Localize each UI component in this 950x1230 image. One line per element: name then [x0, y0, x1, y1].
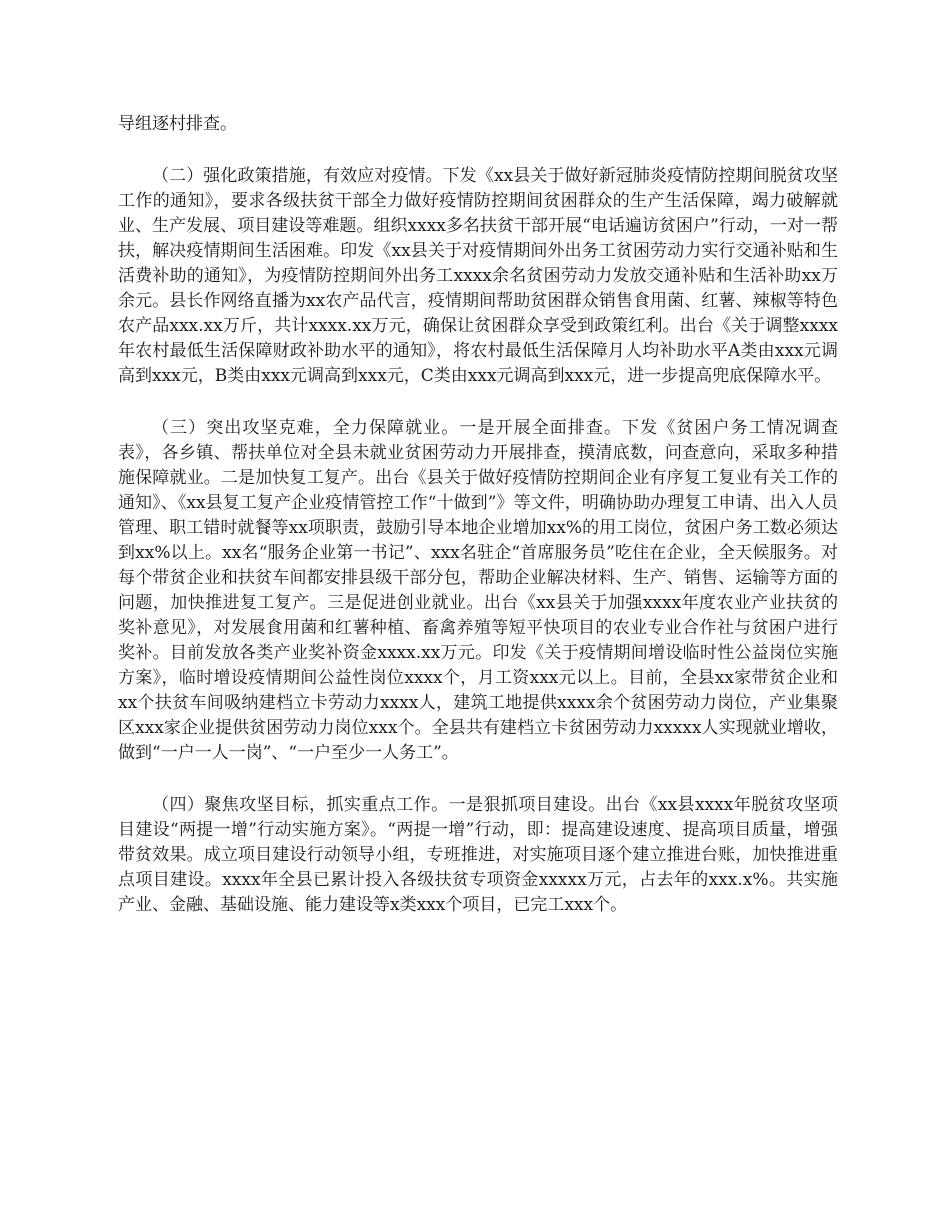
document-body	[118, 112, 838, 945]
paragraph-employment: （三）突出攻坚克难，全力保障就业。一是开展全面排查。下发《贫困户务工情况调查表》，各乡镇、帮扶单位对全县未就业贫困劳动力开展排查，摸清底数，问查意向，采取多种措施保障就业。二是加快复工复产。出台《县关于做好疫情防控期间企业有序复工复业有关工作的通知》、《xx县复工复产企业疫情管控工作“十做到”》等文件，明确协助办理复工申请、出入人员管理、职工错时就餐等xx项职责，鼓励引导本地企业增加xx%的用工岗位，贫困户务工数必须达到xx%以上。xx名“服务企业第一书记”、xxx名驻企“首席服务员”吃住在企业，全天候服务。对每个带贫企业和扶贫车间都安排县级干部分包，帮助企业解决材料、生产、销售、运输等方面的问题，加快推进复工复产。三是促进创业就业。出台《xx县关于加强xxxx年度农业产业扶贫的奖补意见》，对发展食用菌和红薯种植、畜禽养殖等短平快项目的农业专业合作社与贫困户进行奖补。目前发放各类产业奖补资金xxxx.xx万元。印发《关于疫情期间增设临时性公益岗位实施方案》，临时增设疫情期间公益性岗位xxxx个，月工资xxx元以上。目前，全县xx家带贫企业和xx个扶贫车间吸纳建档立卡劳动力xxxx人，建筑工地提供xxxx余个贫困劳动力岗位，产业集聚区xxx家企业提供贫困劳动力岗位xxx个。全县共有建档立卡贫困劳动力xxxxx人实现就业增收，做到“一户一人一岗”、“一户至少一人务工”。	[118, 418, 838, 763]
paragraph-key-work: （四）聚焦攻坚目标，抓实重点工作。一是狠抓项目建设。出台《xx县xxxx年脱贫攻坚项目建设“两提一增”行动实施方案》。“两提一增”行动，即：提高建设速度、提高项目质量，增强带贫效果。成立项目建设行动领导小组，专班推进，对实施项目逐个建立推进台账，加快推进重点项目建设。xxxx年全县已累计投入各级扶贫专项资金xxxxx万元，占去年的xxx.x%。共实施产业、金融、基础设施、能力建设等x类xxx个项目，已完工xxx个。	[118, 795, 838, 915]
paragraph-policy-measures: （二）强化政策措施，有效应对疫情。下发《xx县关于做好新冠肺炎疫情防控期间脱贫攻坚工作的通知》，要求各级扶贫干部全力做好疫情防控期间贫困群众的生产生活保障，竭力破解就业、生产发展、项目建设等难题。组织xxxx多名扶贫干部开展“电话遍访贫困户”行动，一对一帮扶，解决疫情期间生活困难。印发《xx县关于对疫情期间外出务工贫困劳动力实行交通补贴和生活费补助的通知》，为疫情防控期间外出务工xxxx余名贫困劳动力发放交通补贴和生活补助xx万余元。县长作网络直播为xx农产品代言，疫情期间帮助贫困群众销售食用菌、红薯、辣椒等特色农产品xxx.xx万斤，共计xxxx.xx万元，确保让贫困群众享受到政策红利。出台《关于调整xxxx年农村最低生活保障财政补助水平的通知》，将农村最低生活保障月人均补助水平A类由xxx元调高到xxx元，B类由xxx元调高到xxx元，C类由xxx元调高到xxx元，进一步提高兜底保障水平。	[118, 166, 838, 386]
paragraph-continuation: 导组逐村排查。	[118, 114, 237, 134]
